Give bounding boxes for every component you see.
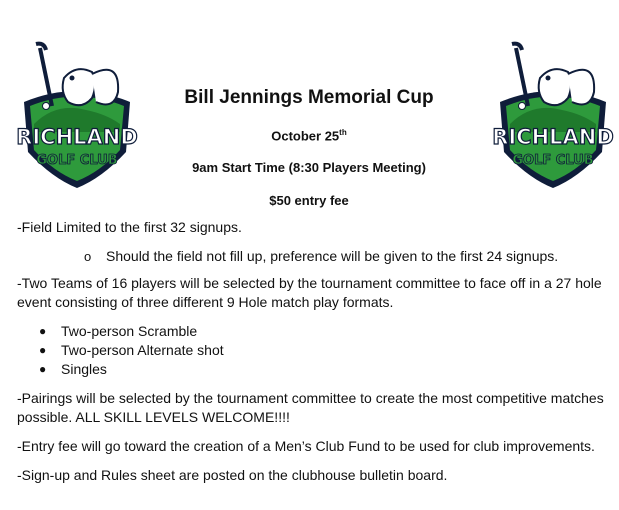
format-item-text: Two-person Scramble: [61, 323, 198, 339]
bullet-icon: ●: [39, 324, 47, 338]
format-item-text: Singles: [61, 361, 107, 377]
teams-text: -Two Teams of 16 players will be selected by the tournament committee to face off in a 27 hole event consisting of three different 9 Hole match play formats.: [17, 275, 602, 310]
sub-bullet-icon: o: [84, 249, 92, 264]
signup-text: -Sign-up and Rules sheet are posted on the clubhouse bulletin board.: [17, 467, 448, 483]
richland-golf-club-logo-right: [492, 40, 614, 190]
logo-name-text: RICHLAND: [16, 125, 138, 149]
list-item: [17, 341, 607, 360]
event-start-time: 9am Start Time (8:30 Players Meeting): [192, 160, 426, 176]
field-limit-text: -Field Limited to the first 32 signups.: [17, 219, 242, 235]
entry-fee-text: -Entry fee will go toward the creation of a Men’s Club Fund to be used for club improvements.: [17, 438, 595, 454]
event-date-text: October 25: [271, 128, 340, 144]
event-entry-fee: $50 entry fee: [269, 193, 349, 209]
bullet-icon: ●: [39, 343, 47, 357]
event-title: Bill Jennings Memorial Cup: [184, 87, 434, 108]
list-item: [17, 360, 607, 379]
richland-golf-club-logo-left: [16, 40, 138, 190]
field-preference-item: [84, 247, 607, 266]
bullet-icon: ●: [39, 362, 47, 376]
event-date: [150, 125, 468, 144]
event-header: [150, 86, 468, 209]
list-item: [17, 322, 607, 341]
format-list: [17, 322, 607, 379]
logo-name-text: RICHLAND: [492, 125, 614, 149]
logo-sub-text: GOLF CLUB: [36, 153, 118, 168]
field-preference-text: Should the field not fill up, preference will be given to the first 24 signups.: [106, 248, 559, 264]
pairings-text: -Pairings will be selected by the tournament committee to create the most competitive matches possible. ALL SKILL LEVELS WELCOME!!!!: [17, 390, 604, 425]
event-details: [17, 218, 607, 485]
format-item-text: Two-person Alternate shot: [61, 342, 224, 358]
event-date-suffix: th: [339, 128, 347, 137]
logo-sub-text: GOLF CLUB: [512, 153, 594, 168]
